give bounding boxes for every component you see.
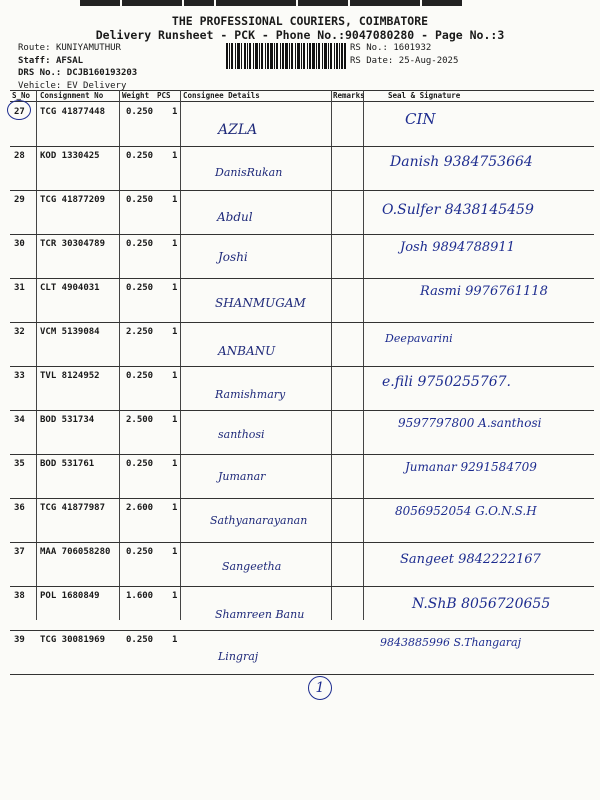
cell-sno: 34 bbox=[14, 415, 25, 425]
cell-consignee-handwritten: santhosi bbox=[218, 428, 265, 441]
vehicle-value: EV Delivery bbox=[66, 80, 127, 91]
cell-weight: 0.250 bbox=[126, 195, 154, 205]
staff-line: Staff: AFSAL bbox=[18, 55, 84, 66]
cell-consignment-no: TVL 8124952 bbox=[40, 371, 100, 381]
cell-sno: 29 bbox=[14, 195, 25, 205]
cell-signature-handwritten: 9843885996 S.Thangaraj bbox=[380, 636, 522, 649]
route-value: KUNIYAMUTHUR bbox=[55, 43, 121, 53]
cell-signature-handwritten: N.ShB 8056720655 bbox=[412, 596, 551, 612]
cell-consignee-handwritten: Shamreen Banu bbox=[215, 608, 305, 621]
table-row bbox=[10, 102, 594, 146]
top-edge-print bbox=[80, 0, 520, 6]
company-title: THE PROFESSIONAL COURIERS, COIMBATORE bbox=[171, 14, 429, 28]
cell-sno: 30 bbox=[14, 239, 25, 249]
table-row bbox=[10, 234, 594, 278]
cell-signature-handwritten: CIN bbox=[405, 110, 436, 128]
cell-consignee-handwritten: Abdul bbox=[217, 210, 253, 224]
rs-date-value: 25-Aug-2025 bbox=[398, 55, 459, 66]
cell-weight: 0.250 bbox=[126, 151, 154, 161]
table-row bbox=[10, 498, 594, 542]
drs-line: DRS No.: DCJB160193203 bbox=[18, 68, 138, 78]
table-row bbox=[10, 190, 594, 234]
col-header-pcs: PCS bbox=[157, 91, 171, 100]
runsheet-subtitle: Delivery Runsheet - PCK - Phone No.:9047080280 - Page No.:3 bbox=[95, 28, 505, 42]
cell-pcs: 1 bbox=[172, 415, 178, 425]
table-row bbox=[10, 630, 594, 674]
table-row bbox=[10, 454, 594, 498]
cell-pcs: 1 bbox=[172, 503, 178, 513]
barcode bbox=[226, 43, 346, 69]
col-header-weight: Weight bbox=[122, 91, 150, 100]
cell-sno: 37 bbox=[14, 547, 25, 557]
cell-consignee-handwritten: SHANMUGAM bbox=[215, 296, 306, 310]
cell-weight: 1.600 bbox=[126, 591, 154, 601]
cell-consignee-handwritten: ANBANU bbox=[218, 344, 276, 358]
cell-weight: 0.250 bbox=[126, 459, 154, 469]
cell-consignment-no: BOD 531734 bbox=[40, 415, 95, 425]
col-header-remarks: Remarks bbox=[333, 91, 365, 100]
cell-pcs: 1 bbox=[172, 239, 178, 249]
cell-sno: 27 bbox=[14, 107, 25, 117]
cell-consignment-no: TCG 30081969 bbox=[40, 635, 106, 645]
cell-weight: 0.250 bbox=[126, 283, 154, 293]
cell-consignment-no: TCG 41877448 bbox=[40, 107, 106, 117]
cell-pcs: 1 bbox=[172, 459, 178, 469]
row-divider bbox=[10, 674, 594, 675]
cell-signature-handwritten: 9597797800 A.santhosi bbox=[398, 416, 542, 430]
cell-pcs: 1 bbox=[172, 283, 178, 293]
cell-weight: 0.250 bbox=[126, 547, 154, 557]
cell-pcs: 1 bbox=[172, 547, 178, 557]
cell-consignee-handwritten: DanisRukan bbox=[215, 166, 283, 179]
table-row bbox=[10, 322, 594, 366]
vehicle-line: Vehicle: EV Delivery bbox=[18, 80, 127, 91]
table-row bbox=[10, 542, 594, 586]
header-right-info bbox=[350, 42, 458, 67]
rs-no-value: 1601932 bbox=[393, 43, 432, 53]
cell-consignment-no: BOD 531761 bbox=[40, 459, 95, 469]
cell-sno: 31 bbox=[14, 283, 25, 293]
staff-value: AFSAL bbox=[55, 55, 84, 66]
header-left-info bbox=[18, 42, 137, 92]
cell-consignee-handwritten: Sangeetha bbox=[222, 560, 282, 573]
drs-value: DCJB160193203 bbox=[66, 68, 138, 78]
cell-pcs: 1 bbox=[172, 195, 178, 205]
cell-pcs: 1 bbox=[172, 591, 178, 601]
cell-signature-handwritten: Josh 9894788911 bbox=[400, 240, 515, 255]
route-line: Route: KUNIYAMUTHUR bbox=[18, 43, 121, 53]
cell-signature-handwritten: e.fili 9750255767. bbox=[382, 374, 512, 390]
sno-circle-mark bbox=[7, 100, 31, 120]
cell-weight: 0.250 bbox=[126, 371, 154, 381]
col-header-consignee: Consignee Details bbox=[183, 91, 260, 100]
cell-consignment-no: MAA 706058280 bbox=[40, 547, 111, 557]
cell-consignment-no: TCG 41877209 bbox=[40, 195, 106, 205]
cell-consignment-no: TCR 30304789 bbox=[40, 239, 106, 249]
cell-consignment-no: KOD 1330425 bbox=[40, 151, 100, 161]
cell-signature-handwritten: Sangeet 9842222167 bbox=[400, 552, 541, 567]
cell-signature-handwritten: 8056952054 G.O.N.S.H bbox=[395, 504, 537, 518]
cell-pcs: 1 bbox=[172, 635, 178, 645]
cell-consignment-no: TCG 41877987 bbox=[40, 503, 106, 513]
cell-consignee-handwritten: AZLA bbox=[218, 122, 258, 138]
cell-consignee-handwritten: Sathyanarayanan bbox=[210, 514, 308, 527]
table-row bbox=[10, 586, 594, 630]
cell-sno: 33 bbox=[14, 371, 25, 381]
cell-signature-handwritten: Rasmi 9976761118 bbox=[420, 284, 548, 299]
cell-signature-handwritten: O.Sulfer 8438145459 bbox=[382, 202, 534, 218]
cell-pcs: 1 bbox=[172, 107, 178, 117]
cell-consignee-handwritten: Jumanar bbox=[218, 470, 266, 483]
cell-weight: 0.250 bbox=[126, 635, 154, 645]
cell-weight: 2.250 bbox=[126, 327, 154, 337]
handwritten-page-number: 1 bbox=[308, 676, 332, 700]
cell-pcs: 1 bbox=[172, 151, 178, 161]
col-header-sno: S_No bbox=[12, 91, 31, 100]
cell-sno: 32 bbox=[14, 327, 25, 337]
cell-consignment-no: CLT 4904031 bbox=[40, 283, 100, 293]
cell-consignee-handwritten: Joshi bbox=[218, 250, 248, 264]
cell-sno: 35 bbox=[14, 459, 25, 469]
cell-signature-handwritten: Deepavarini bbox=[385, 332, 453, 345]
rs-date-line: RS Date: 25-Aug-2025 bbox=[350, 55, 459, 66]
col-header-seal: Seal & Signature bbox=[388, 91, 461, 100]
runsheet-table bbox=[10, 90, 594, 663]
table-row bbox=[10, 410, 594, 454]
cell-signature-handwritten: Danish 9384753664 bbox=[390, 154, 533, 170]
cell-consignee-handwritten: Ramishmary bbox=[215, 388, 286, 401]
cell-weight: 0.250 bbox=[126, 107, 154, 117]
cell-sno: 36 bbox=[14, 503, 25, 513]
cell-weight: 2.600 bbox=[126, 503, 154, 513]
cell-sno: 39 bbox=[14, 635, 25, 645]
cell-sno: 28 bbox=[14, 151, 25, 161]
cell-pcs: 1 bbox=[172, 327, 178, 337]
cell-consignment-no: POL 1680849 bbox=[40, 591, 100, 601]
cell-pcs: 1 bbox=[172, 371, 178, 381]
table-row bbox=[10, 278, 594, 322]
table-row bbox=[10, 366, 594, 410]
cell-sno: 38 bbox=[14, 591, 25, 601]
cell-signature-handwritten: Jumanar 9291584709 bbox=[405, 460, 537, 474]
cell-consignee-handwritten: Lingraj bbox=[218, 650, 259, 663]
rs-no-line: RS No.: 1601932 bbox=[350, 43, 432, 53]
col-header-consignment: Consignment No bbox=[40, 91, 104, 100]
cell-consignment-no: VCM 5139084 bbox=[40, 327, 100, 337]
cell-weight: 2.500 bbox=[126, 415, 154, 425]
cell-weight: 0.250 bbox=[126, 239, 154, 249]
table-row bbox=[10, 146, 594, 190]
